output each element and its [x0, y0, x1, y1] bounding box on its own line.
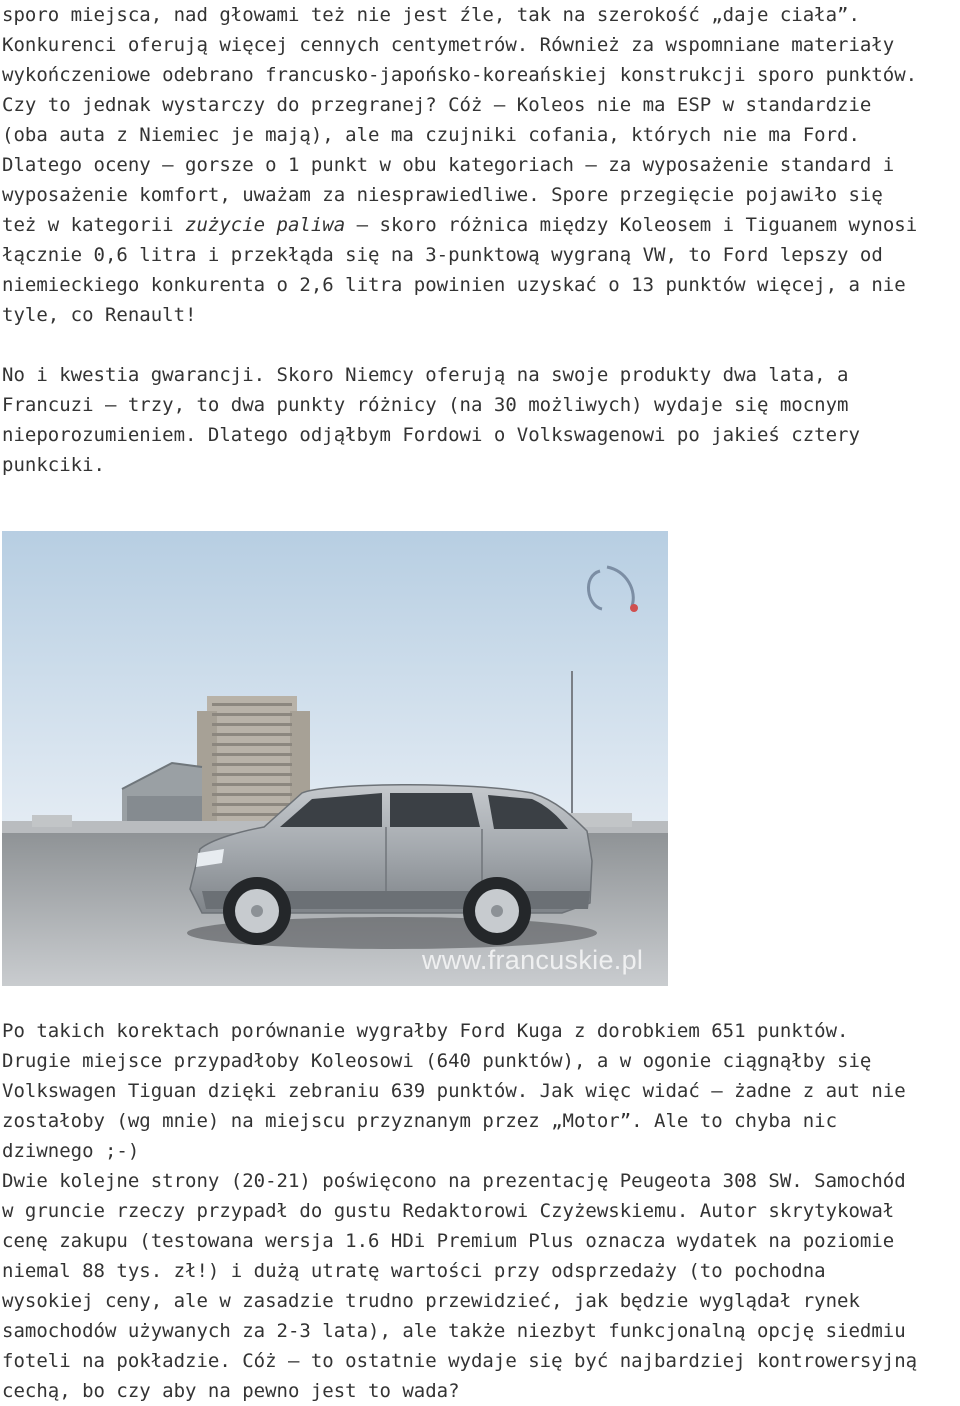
- text-line-tail: – skoro różnica między Koleosem i Tiguanem wynosi: [345, 214, 918, 236]
- text-line: w gruncie rzeczy przypadł do gustu Redaktorowi Czyżewskiemu. Autor skrytykował: [2, 1200, 895, 1222]
- text-line: zostałoby (wg mnie) na miejscu przyznanym przez „Motor”. Ale to chyba nic: [2, 1110, 838, 1132]
- text-line: sporo miejsca, nad głowami też nie jest źle, tak na szerokość „daje ciała”.: [2, 4, 860, 26]
- text-line-head: też w kategorii: [2, 214, 186, 236]
- text-line: (oba auta z Niemiec je mają), ale ma czujniki cofania, których nie ma Ford.: [2, 124, 860, 146]
- text-line: tyle, co Renault!: [2, 304, 197, 326]
- text-line: Volkswagen Tiguan dzięki zebraniu 639 punktów. Jak więc widać – żadne z aut nie: [2, 1080, 906, 1102]
- text-line: samochodów używanych za 2-3 lata), ale także niezbyt funkcjonalną opcję siedmiu: [2, 1320, 906, 1342]
- emphasis-text: zużycie paliwa: [185, 214, 346, 236]
- text-line: Dlatego oceny – gorsze o 1 punkt w obu kategoriach – za wyposażenie standard i: [2, 154, 895, 176]
- text-line: foteli na pokładzie. Cóż – to ostatnie wydaje się być najbardziej kontrowersyjną: [2, 1350, 918, 1372]
- text-line: wysokiej ceny, ale w zasadzie trudno przewidzieć, jak będzie wyglądał rynek: [2, 1290, 860, 1312]
- car-photo-illustration: [2, 531, 668, 986]
- text-line: Po takich korektach porównanie wygrałby Ford Kuga z dorobkiem 651 punktów.: [2, 1020, 849, 1042]
- text-line: Konkurenci oferują więcej cennych centymetrów. Również za wspomniane materiały: [2, 34, 895, 56]
- text-line: wyposażenie komfort, uważam za niesprawiedliwe. Spore przegięcie pojawiło się: [2, 184, 883, 206]
- photo-watermark: www.francuskie.pl: [422, 945, 644, 975]
- car-photo: [2, 531, 668, 986]
- text-line: Drugie miejsce przypadłoby Koleosowi (640 punktów), a w ogonie ciągnąłby się: [2, 1050, 872, 1072]
- text-line: cenę zakupu (testowana wersja 1.6 HDi Premium Plus oznacza wydatek na poziomie: [2, 1230, 895, 1252]
- text-line: dziwnego ;-): [2, 1140, 140, 1162]
- text-line: niemieckiego konkurenta o 2,6 litra powinien uzyskać o 13 punktów więcej, a nie: [2, 274, 906, 296]
- text-line: nieporozumieniem. Dlatego odjąłbym Fordowi o Volkswagenowi po jakieś cztery: [2, 424, 860, 446]
- text-line: cechą, bo czy aby na pewno jest to wada?: [2, 1380, 460, 1402]
- text-line: No i kwestia gwarancji. Skoro Niemcy oferują na swoje produkty dwa lata, a: [2, 364, 849, 386]
- text-line: łącznie 0,6 litra i przekłąda się na 3-punktową wygraną VW, to Ford lepszy od: [2, 244, 883, 266]
- text-line: Dwie kolejne strony (20-21) poświęcono na prezentację Peugeota 308 SW. Samochód: [2, 1170, 906, 1192]
- text-line: [2, 210, 917, 240]
- text-line: Czy to jednak wystarczy do przegranej? Cóż – Koleos nie ma ESP w standardzie: [2, 94, 872, 116]
- text-line: niemal 88 tys. zł!) i dużą utratę wartości przy odsprzedaży (to pochodna: [2, 1260, 826, 1282]
- text-line: wykończeniowe odebrano francusko-japońsko-koreańskiej konstrukcji sporo punktów.: [2, 64, 918, 86]
- text-line: punkciki.: [2, 454, 105, 476]
- text-line: Francuzi – trzy, to dwa punkty różnicy (na 30 możliwych) wydaje się mocnym: [2, 394, 849, 416]
